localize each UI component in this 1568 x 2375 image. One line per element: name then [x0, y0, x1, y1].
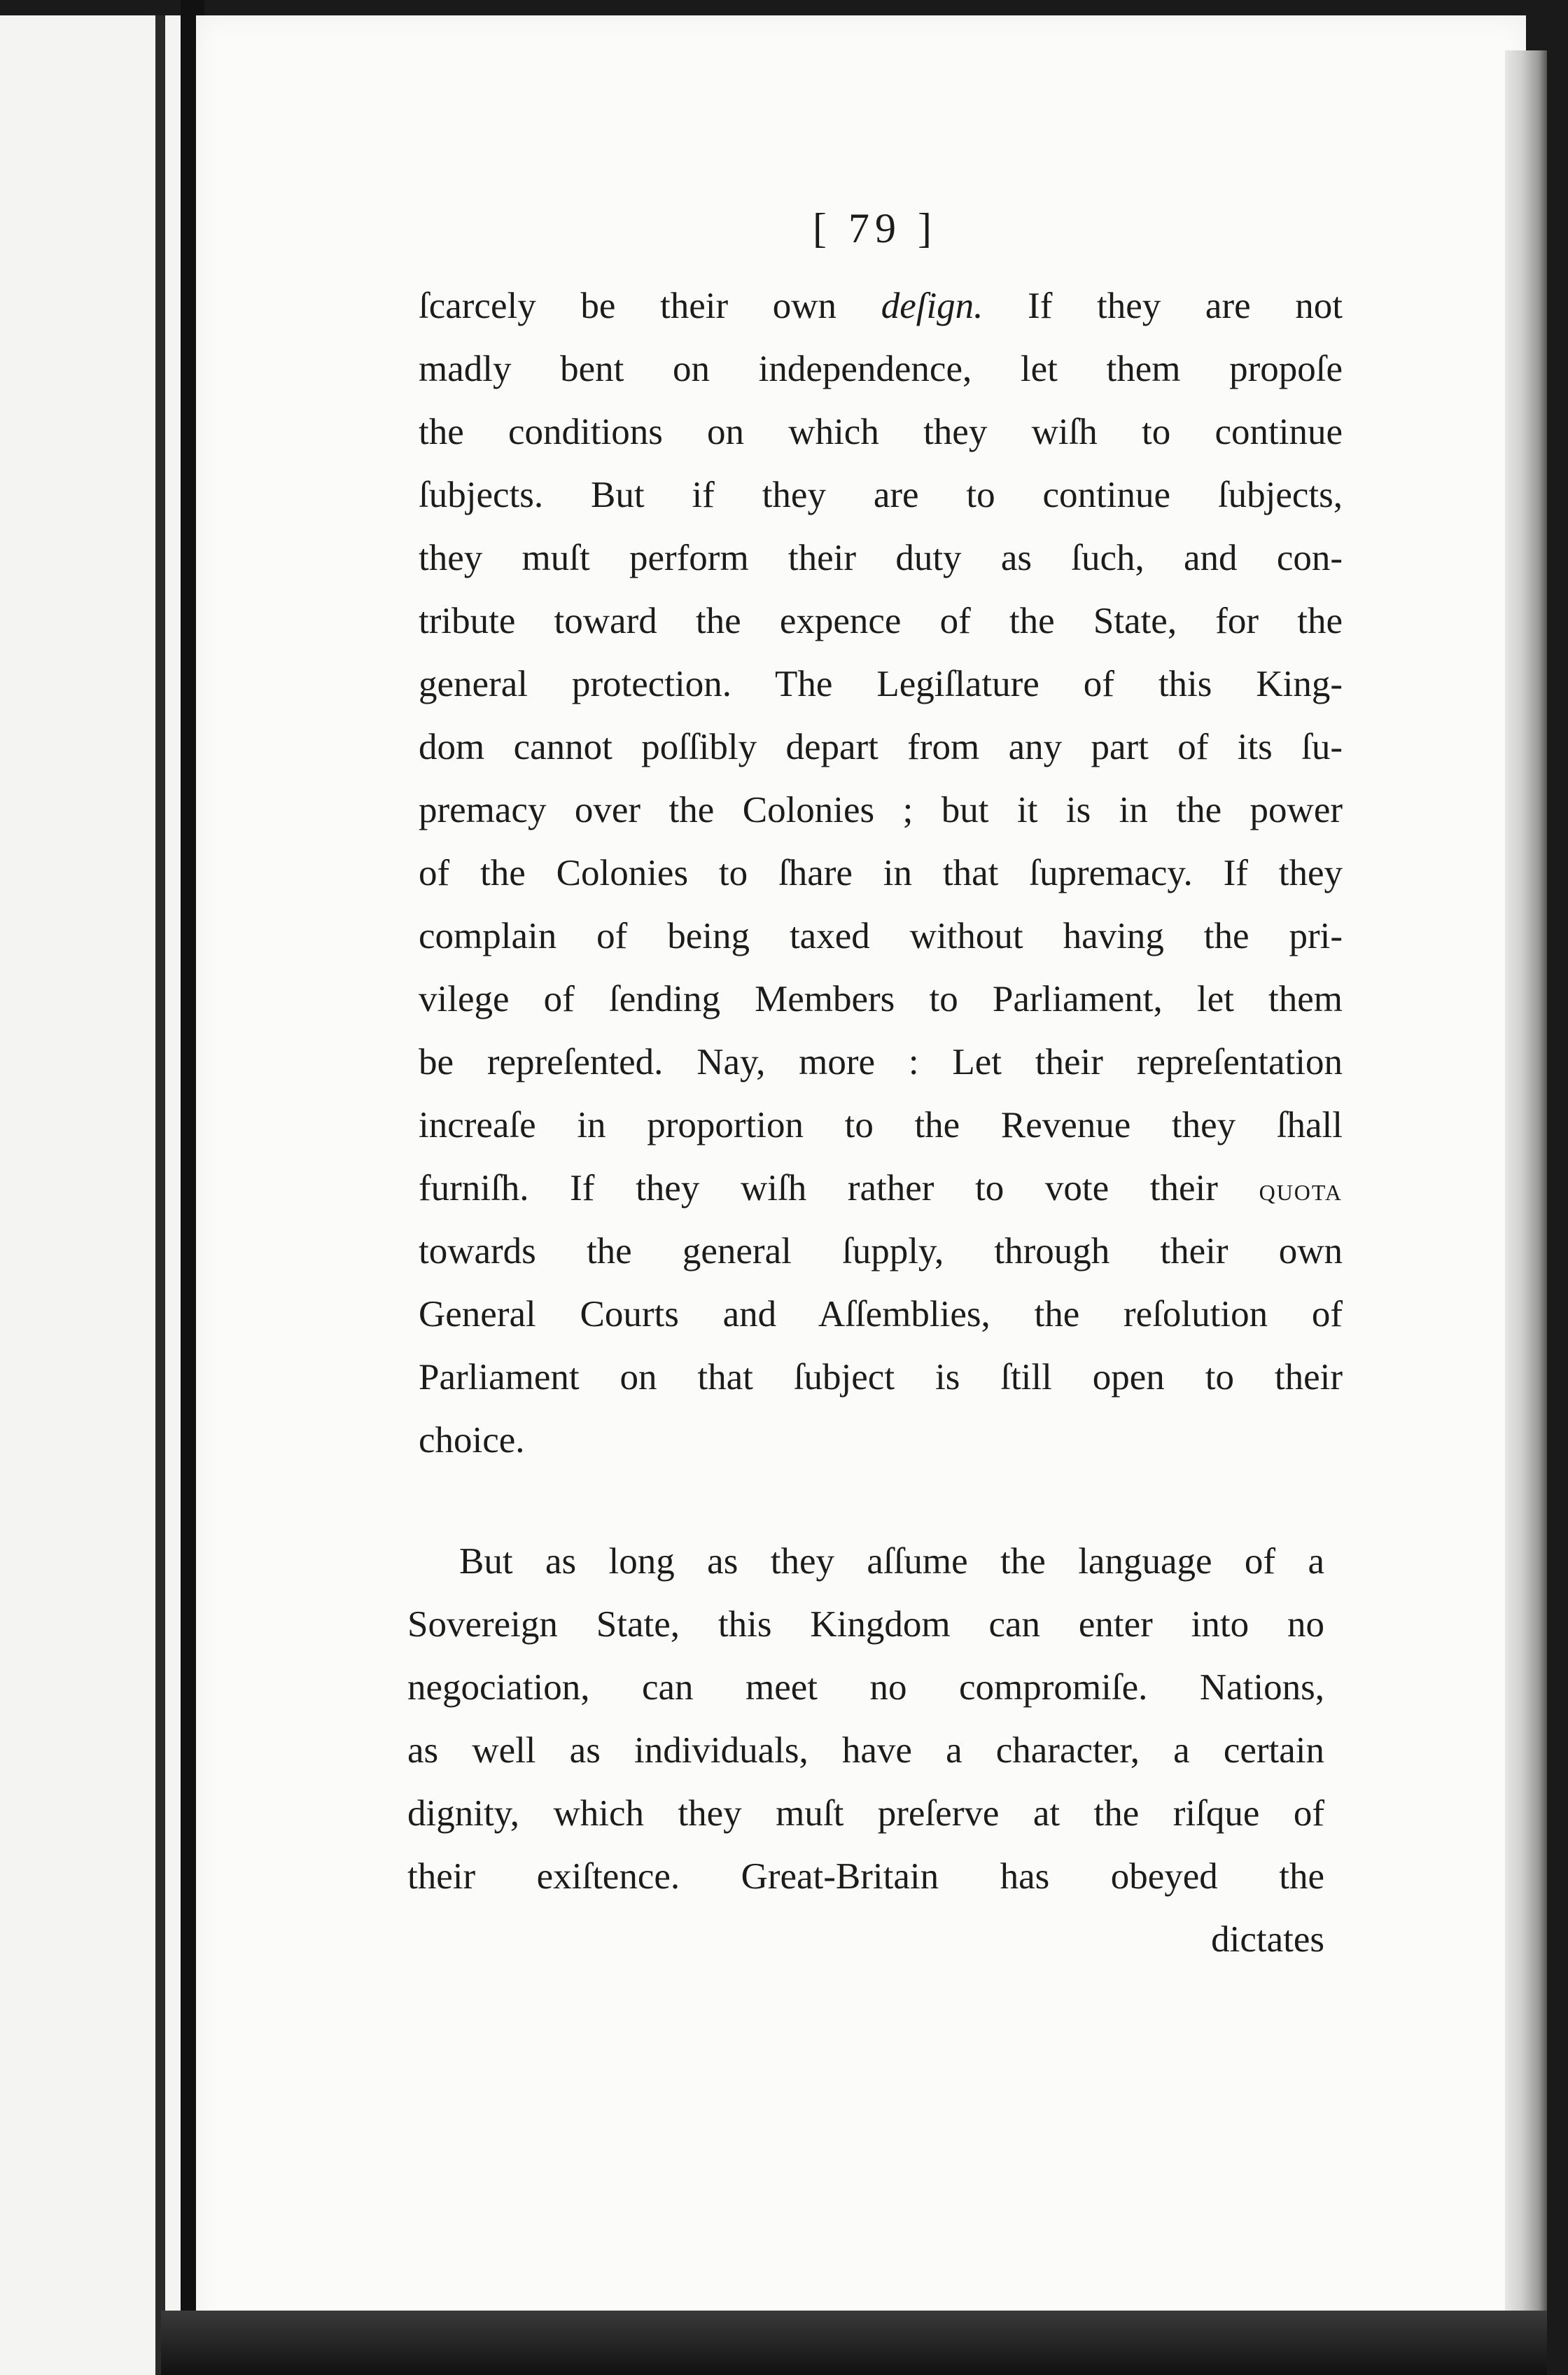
text-line: of the Colonies to ſhare in that ſupremacy. If they — [419, 853, 1343, 893]
page-number-header: [ 79 ] — [813, 205, 937, 251]
text-line: as well as individuals, have a character, a certain — [407, 1730, 1324, 1771]
paragraph-2 — [407, 1530, 1324, 1971]
page-bottom-shadow — [161, 2311, 1547, 2375]
text-line: furniſh. If they wiſh rather to vote their quota — [419, 1168, 1343, 1209]
text-line: increaſe in proportion to the Revenue they ſhall — [419, 1105, 1343, 1145]
text-line: dignity, which they muſt preſerve at the riſque of — [407, 1793, 1324, 1834]
text-line: madly bent on independence, let them propoſe — [419, 349, 1343, 389]
text-line: ſcarcely be their own deſign. If they are not — [419, 286, 1343, 326]
catchword: dictates — [1211, 1919, 1324, 1960]
text-line: be repreſented. Nay, more : Let their repreſentation — [419, 1042, 1343, 1082]
text-line: ſubjects. But if they are to continue ſubjects, — [419, 475, 1343, 515]
italic-word: deſign. — [881, 286, 983, 326]
text-line: the conditions on which they wiſh to continue — [419, 412, 1343, 452]
text-line: negociation, can meet no compromiſe. Nations, — [407, 1667, 1324, 1708]
facing-page-edge — [155, 15, 165, 2375]
text-line: vilege of ſending Members to Parliament, let them — [419, 979, 1343, 1019]
text-line: tribute toward the expence of the State, for the — [419, 601, 1343, 641]
text-line: Parliament on that ſubject is ſtill open to their — [419, 1357, 1343, 1398]
text-line: General Courts and Aſſemblies, the reſolution of — [419, 1294, 1343, 1335]
small-caps-word: quota — [1259, 1171, 1343, 1207]
text-line: choice. — [419, 1420, 525, 1461]
facing-page-left — [0, 15, 181, 2375]
text-line: Sovereign State, this Kingdom can enter into no — [407, 1604, 1324, 1645]
text-line: their exiſtence. Great-Britain has obeyed the — [407, 1856, 1324, 1897]
text-line: complain of being taxed without having the pri- — [419, 916, 1343, 956]
text-line: dom cannot poſſibly depart from any part of its ſu- — [419, 727, 1343, 767]
text-line: general protection. The Legiſlature of this King- — [419, 664, 1343, 704]
text-line: premacy over the Colonies ; but it is in the power — [419, 790, 1343, 830]
text-line: But as long as they aſſume the language of a — [459, 1541, 1324, 1582]
text-line: towards the general ſupply, through their own — [419, 1231, 1343, 1272]
text-line: they muſt perform their duty as ſuch, and con- — [419, 538, 1343, 578]
paragraph-1 — [419, 274, 1343, 1472]
page-stack-edge — [1505, 50, 1547, 2347]
